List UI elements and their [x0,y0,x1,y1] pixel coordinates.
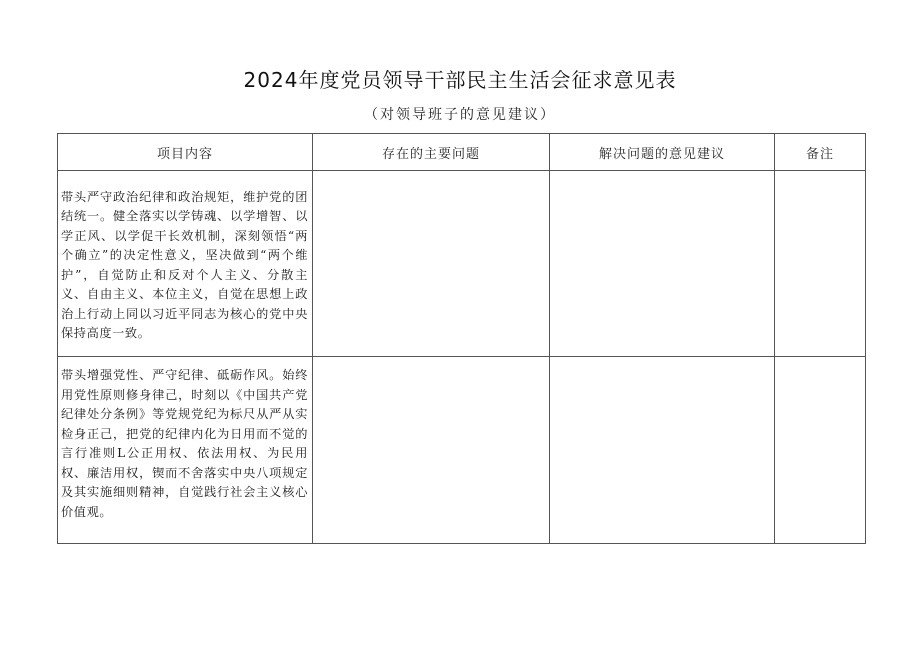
table-header-row [58,134,866,171]
header-project-content: 项目内容 [58,134,313,171]
document-title: 2024年度党员领导干部民主生活会征求意见表 [243,68,677,92]
header-main-problems: 存在的主要问题 [313,134,550,171]
remarks-cell[interactable] [775,357,866,544]
remarks-cell[interactable] [775,171,866,357]
problems-cell[interactable] [313,171,550,357]
problems-cell[interactable] [313,357,550,544]
document-subtitle: （对领导班子的意见建议） [364,107,556,123]
project-content-cell [58,171,313,357]
table-row [58,171,866,357]
project-content-text: 带头严守政治纪律和政治规矩，维护党的团结统一。健全落实以学铸魂、以学增智、以学正风、以学促干长效机制，深刻领悟“两个确立”的决定性意义，坚决做到“两个维护”，自觉防止和反对个人主义、分散主义、自由主义、本位主义，自觉在思想上政治上行动上同以习近平同志为核心的党中央保持高度一致。 [61,189,308,340]
table-row [58,357,866,544]
header-remarks: 备注 [775,134,866,171]
header-suggestions: 解决问题的意见建议 [550,134,775,171]
project-content-cell [58,357,313,544]
opinion-table [57,133,866,544]
project-content-text: 带头增强党性、严守纪律、砥砺作风。始终用党性原则修身律己，时刻以《中国共产党纪律处分条例》等党规党纪为标尺从严从实检身正己，把党的纪律内化为日用而不觉的言行准则L公正用权、依法用权、为民用权、廉洁用权，锲而不舍落实中央八项规定及其实施细则精神，自觉践行社会主义核心价值观。 [61,368,308,519]
suggestions-cell[interactable] [550,171,775,357]
suggestions-cell[interactable] [550,357,775,544]
